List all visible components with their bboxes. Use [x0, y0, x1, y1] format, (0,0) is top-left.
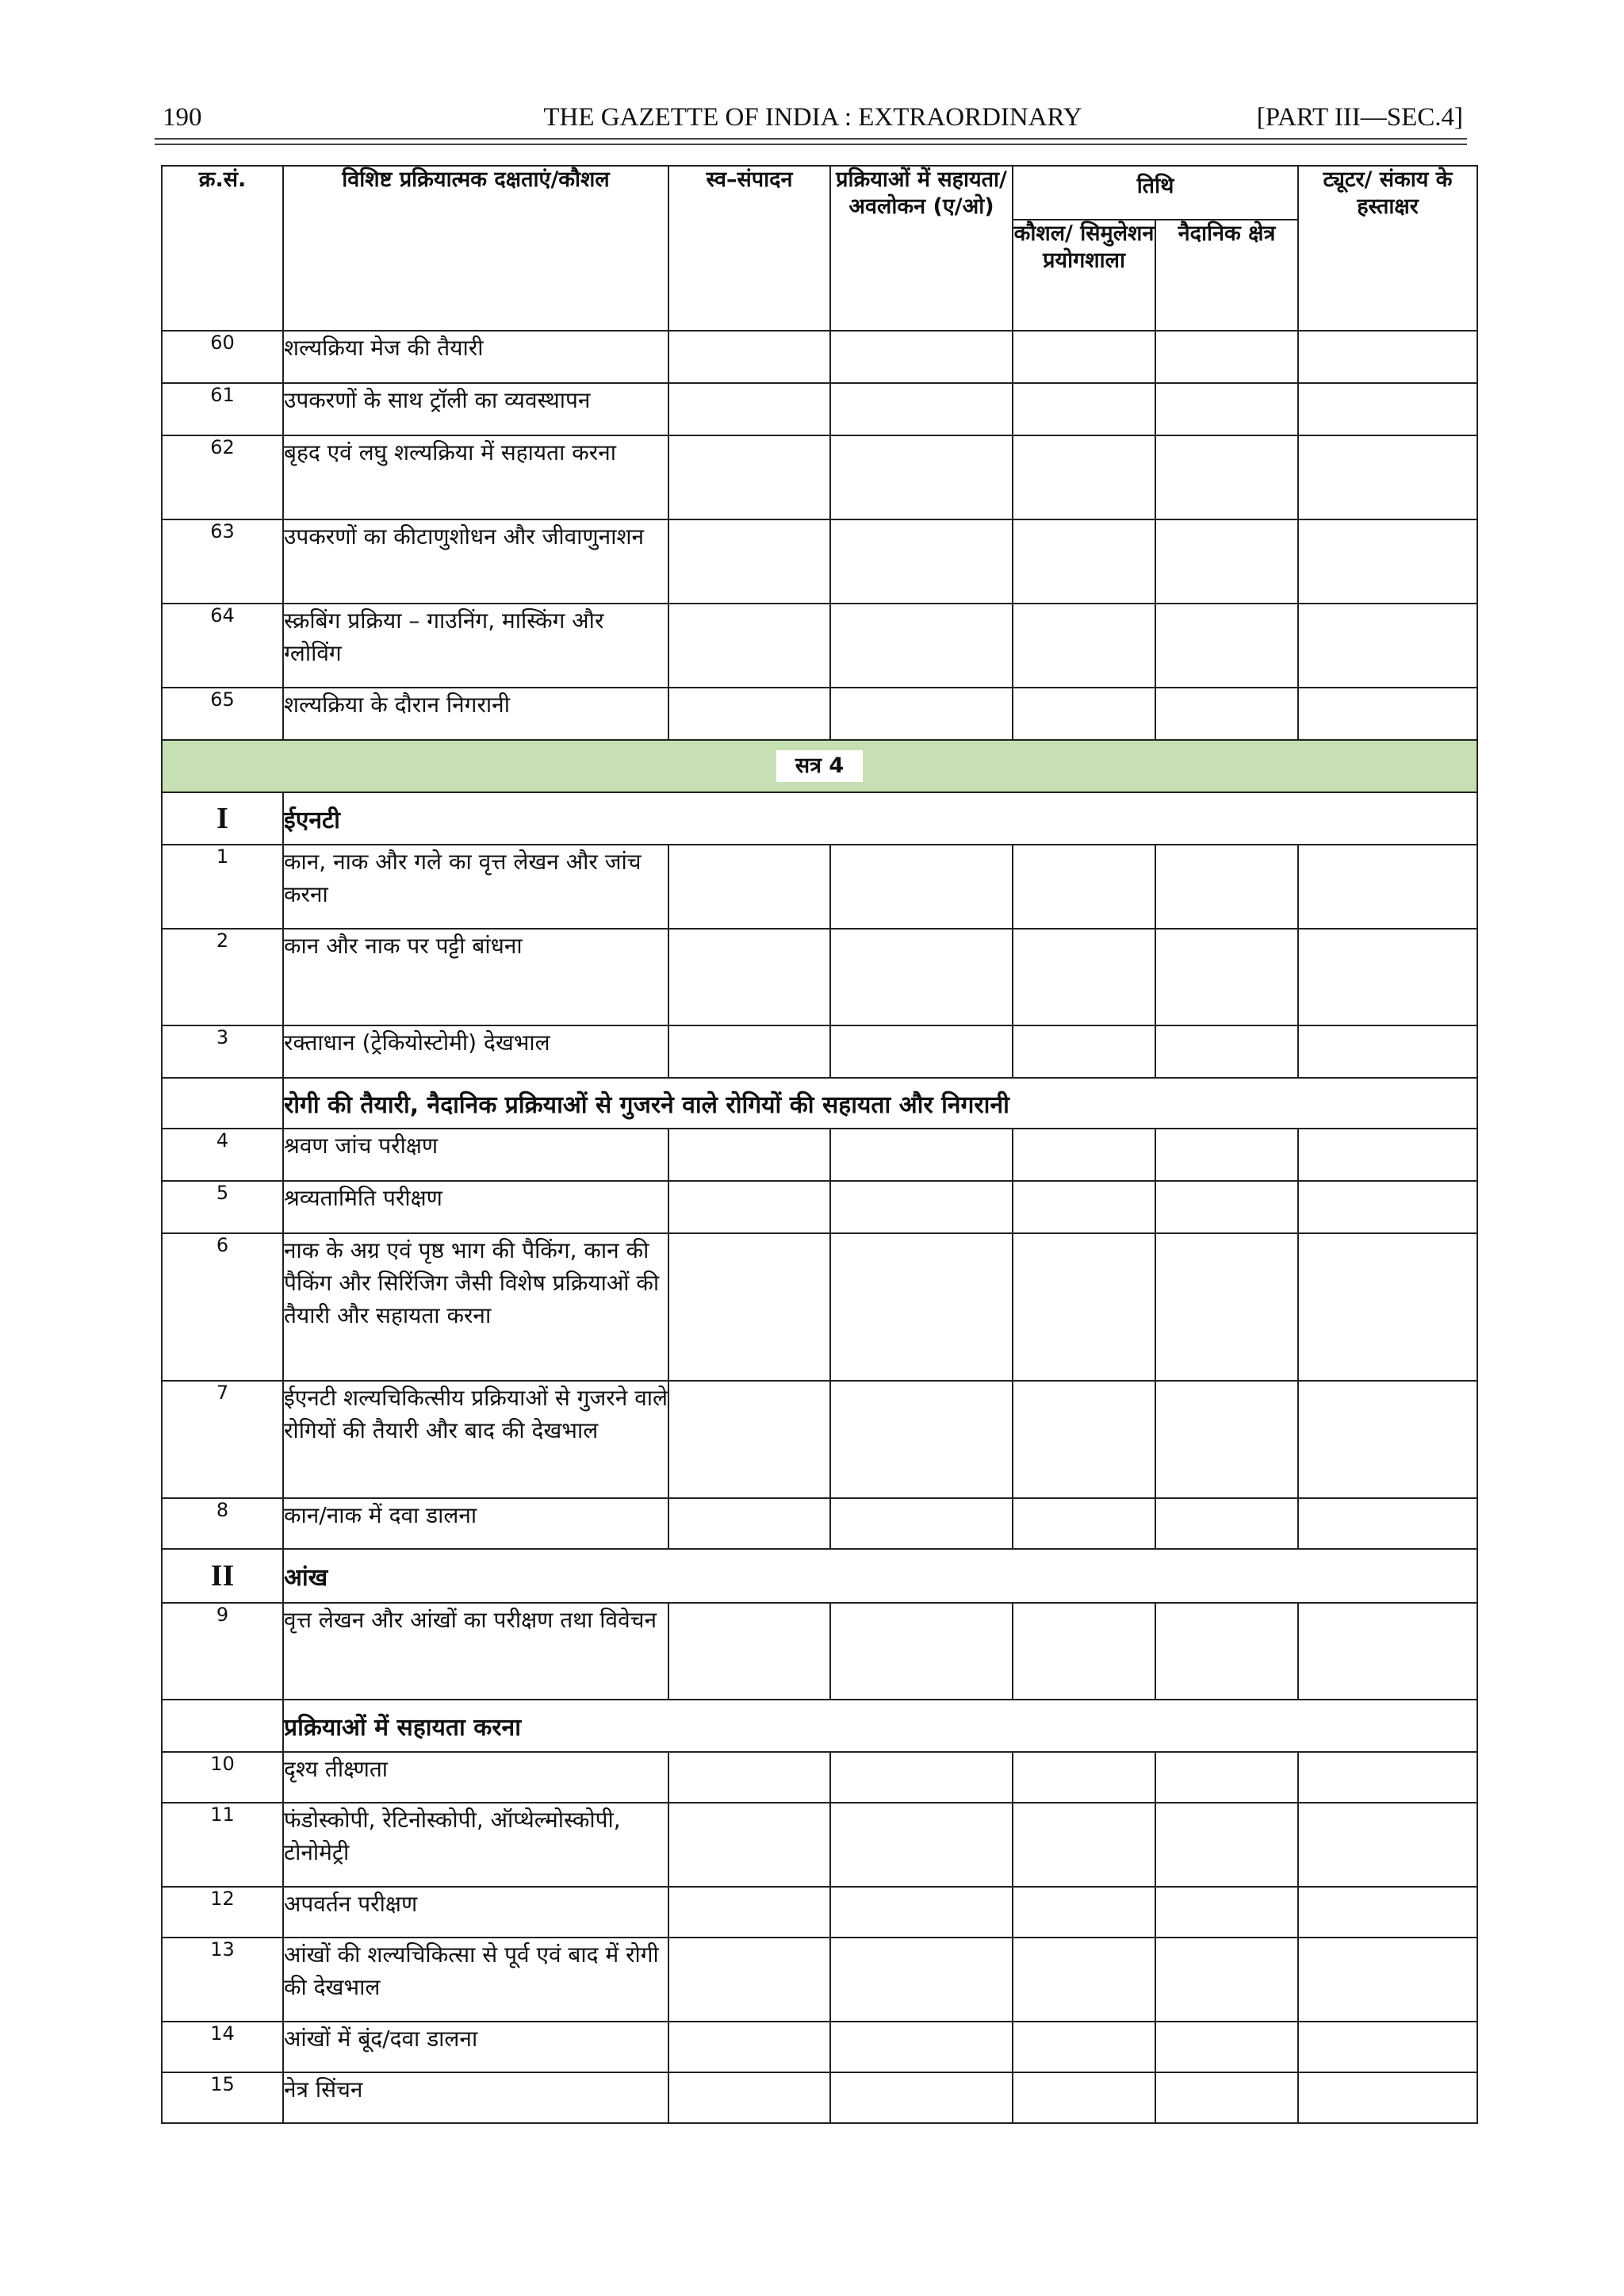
cell-self — [668, 1025, 830, 1078]
cell-assist — [830, 1025, 1013, 1078]
cell-assist — [830, 383, 1013, 435]
session-label: सत्र 4 — [776, 750, 863, 782]
table-row — [162, 1233, 1477, 1381]
cell-date-clinical — [1155, 1603, 1298, 1700]
cell-assist — [830, 1938, 1013, 2022]
cell-date-lab — [1013, 2022, 1155, 2072]
table-row — [162, 2072, 1477, 2123]
header-date-clinical: नैदानिक क्षेत्र — [1155, 220, 1298, 331]
cell-signature — [1298, 604, 1477, 688]
header-serial: क्र.सं. — [162, 166, 283, 331]
row-skill: फंडोस्कोपी, रेटिनोस्कोपी, ऑप्थेल्मोस्कोपी, टोनोमेट्री — [283, 1803, 668, 1887]
cell-signature — [1298, 845, 1477, 929]
table-row — [162, 1381, 1477, 1498]
cell-signature — [1298, 1803, 1477, 1887]
table-row — [162, 331, 1477, 383]
header-assist: प्रक्रियाओं में सहायता/ अवलोकन (ए/ओ) — [830, 166, 1013, 331]
cell-date-lab — [1013, 1603, 1155, 1700]
row-skill: अपवर्तन परीक्षण — [283, 1887, 668, 1938]
cell-assist — [830, 2022, 1013, 2072]
cell-date-clinical — [1155, 845, 1298, 929]
row-number: 4 — [162, 1129, 283, 1181]
cell-assist — [830, 1181, 1013, 1233]
cell-signature — [1298, 2022, 1477, 2072]
subheading-row — [162, 1078, 1477, 1129]
cell-date-clinical — [1155, 1752, 1298, 1803]
row-skill: श्रवण जांच परीक्षण — [283, 1129, 668, 1181]
table-row — [162, 1181, 1477, 1233]
table-row — [162, 1498, 1477, 1549]
cell-signature — [1298, 1498, 1477, 1549]
cell-date-lab — [1013, 604, 1155, 688]
cell-assist — [830, 688, 1013, 740]
cell-signature — [1298, 383, 1477, 435]
cell-self — [668, 331, 830, 383]
cell-date-lab — [1013, 435, 1155, 519]
cell-self — [668, 1381, 830, 1498]
cell-assist — [830, 1233, 1013, 1381]
cell-date-lab — [1013, 688, 1155, 740]
row-number: 8 — [162, 1498, 283, 1549]
cell-date-clinical — [1155, 1938, 1298, 2022]
row-skill: कान/नाक में दवा डालना — [283, 1498, 668, 1549]
cell-date-lab — [1013, 1129, 1155, 1181]
header-date-lab: कौशल/ सिमुलेशन प्रयोगशाला — [1013, 220, 1155, 331]
cell-self — [668, 2072, 830, 2123]
row-skill: कान, नाक और गले का वृत्त लेखन और जांच करना — [283, 845, 668, 929]
cell-signature — [1298, 1129, 1477, 1181]
cell-signature — [1298, 1887, 1477, 1938]
cell-self — [668, 1752, 830, 1803]
subheading-title: प्रक्रियाओं में सहायता करना — [283, 1700, 1477, 1752]
cell-date-lab — [1013, 929, 1155, 1025]
cell-date-clinical — [1155, 519, 1298, 604]
table-row — [162, 604, 1477, 688]
row-skill: ईएनटी शल्यचिकित्सीय प्रक्रियाओं से गुजरने वाले रोगियों की तैयारी और बाद की देखभाल — [283, 1381, 668, 1498]
row-skill: शल्यक्रिया के दौरान निगरानी — [283, 688, 668, 740]
cell-date-lab — [1013, 1803, 1155, 1887]
table-row — [162, 688, 1477, 740]
section-numeral: II — [162, 1549, 283, 1603]
row-number: 62 — [162, 435, 283, 519]
row-skill: श्रव्यतामिति परीक्षण — [283, 1181, 668, 1233]
cell-signature — [1298, 929, 1477, 1025]
section-row — [162, 792, 1477, 845]
row-skill: नाक के अग्र एवं पृष्ठ भाग की पैकिंग, कान की पैकिंग और सिरिंजिग जैसी विशेष प्रक्रियाओं की तैयारी और सहायता करना — [283, 1233, 668, 1381]
cell-self — [668, 1603, 830, 1700]
cell-assist — [830, 604, 1013, 688]
cell-assist — [830, 1381, 1013, 1498]
subheading-title: रोगी की तैयारी, नैदानिक प्रक्रियाओं से गुजरने वाले रोगियों की सहायता और निगरानी — [283, 1078, 1477, 1129]
gazette-title: THE GAZETTE OF INDIA : EXTRAORDINARY — [543, 103, 1082, 132]
cell-assist — [830, 1887, 1013, 1938]
cell-date-clinical — [1155, 604, 1298, 688]
table-row — [162, 1887, 1477, 1938]
table-row — [162, 929, 1477, 1025]
cell-assist — [830, 1603, 1013, 1700]
cell-date-lab — [1013, 383, 1155, 435]
row-number: 15 — [162, 2072, 283, 2123]
table-header — [162, 166, 1477, 331]
section-numeral: I — [162, 792, 283, 845]
row-number: 60 — [162, 331, 283, 383]
cell-assist — [830, 1498, 1013, 1549]
cell-self — [668, 383, 830, 435]
row-number: 65 — [162, 688, 283, 740]
cell-date-lab — [1013, 2072, 1155, 2123]
cell-signature — [1298, 519, 1477, 604]
row-number: 10 — [162, 1752, 283, 1803]
cell-assist — [830, 845, 1013, 929]
cell-assist — [830, 519, 1013, 604]
cell-self — [668, 435, 830, 519]
table-row — [162, 1603, 1477, 1700]
cell-signature — [1298, 2072, 1477, 2123]
row-skill: उपकरणों के साथ ट्रॉली का व्यवस्थापन — [283, 383, 668, 435]
row-skill: स्क्रबिंग प्रक्रिया – गाउनिंग, मास्किंग और ग्लोविंग — [283, 604, 668, 688]
cell-signature — [1298, 331, 1477, 383]
section-title: ईएनटी — [283, 792, 1477, 845]
page-header — [163, 97, 1463, 136]
cell-self — [668, 688, 830, 740]
table-row — [162, 1129, 1477, 1181]
table-row — [162, 1025, 1477, 1078]
cell-assist — [830, 435, 1013, 519]
row-skill: नेत्र सिंचन — [283, 2072, 668, 2123]
row-number: 2 — [162, 929, 283, 1025]
cell-date-clinical — [1155, 1233, 1298, 1381]
cell-assist — [830, 929, 1013, 1025]
cell-signature — [1298, 1938, 1477, 2022]
cell-date-clinical — [1155, 1381, 1298, 1498]
cell-date-lab — [1013, 1887, 1155, 1938]
row-skill: आंखों में बूंद/दवा डालना — [283, 2022, 668, 2072]
row-number: 5 — [162, 1181, 283, 1233]
row-number: 64 — [162, 604, 283, 688]
page-number: 190 — [163, 103, 202, 132]
row-skill: दृश्य तीक्ष्णता — [283, 1752, 668, 1803]
row-number: 6 — [162, 1233, 283, 1381]
cell-date-clinical — [1155, 383, 1298, 435]
subheading-blank — [162, 1078, 283, 1129]
row-skill: शल्यक्रिया मेज की तैयारी — [283, 331, 668, 383]
table-row — [162, 435, 1477, 519]
cell-self — [668, 1887, 830, 1938]
row-number: 9 — [162, 1603, 283, 1700]
cell-date-clinical — [1155, 929, 1298, 1025]
header-rule — [155, 144, 1467, 145]
cell-signature — [1298, 688, 1477, 740]
cell-date-clinical — [1155, 2022, 1298, 2072]
session-banner — [162, 740, 1477, 792]
table-row — [162, 1938, 1477, 2022]
part-section: [PART III—SEC.4] — [1256, 103, 1463, 132]
cell-date-lab — [1013, 1181, 1155, 1233]
row-skill: उपकरणों का कीटाणुशोधन और जीवाणुनाशन — [283, 519, 668, 604]
cell-date-lab — [1013, 1025, 1155, 1078]
cell-assist — [830, 1752, 1013, 1803]
row-skill: वृत्त लेखन और आंखों का परीक्षण तथा विवेचन — [283, 1603, 668, 1700]
table-row — [162, 2022, 1477, 2072]
cell-self — [668, 845, 830, 929]
header-date: तिथि — [1013, 166, 1298, 220]
header-signature: ट्यूटर/ संकाय के हस्ताक्षर — [1298, 166, 1477, 331]
cell-signature — [1298, 1233, 1477, 1381]
cell-date-clinical — [1155, 2072, 1298, 2123]
cell-date-clinical — [1155, 435, 1298, 519]
cell-signature — [1298, 1752, 1477, 1803]
cell-date-lab — [1013, 1752, 1155, 1803]
row-number: 1 — [162, 845, 283, 929]
row-number: 3 — [162, 1025, 283, 1078]
table-row — [162, 1752, 1477, 1803]
cell-signature — [1298, 1025, 1477, 1078]
header-self: स्व–संपादन — [668, 166, 830, 331]
cell-self — [668, 604, 830, 688]
row-skill: बृहद एवं लघु शल्यक्रिया में सहायता करना — [283, 435, 668, 519]
cell-date-lab — [1013, 1938, 1155, 2022]
cell-date-lab — [1013, 331, 1155, 383]
skills-table — [161, 165, 1478, 2124]
row-skill: कान और नाक पर पट्टी बांधना — [283, 929, 668, 1025]
cell-self — [668, 519, 830, 604]
table-row — [162, 1803, 1477, 1887]
cell-date-lab — [1013, 1498, 1155, 1549]
row-number: 12 — [162, 1887, 283, 1938]
cell-date-clinical — [1155, 331, 1298, 383]
cell-signature — [1298, 435, 1477, 519]
cell-assist — [830, 1803, 1013, 1887]
row-number: 61 — [162, 383, 283, 435]
cell-self — [668, 2022, 830, 2072]
row-number: 13 — [162, 1938, 283, 2022]
cell-self — [668, 1498, 830, 1549]
session-row — [162, 740, 1477, 792]
subheading-blank — [162, 1700, 283, 1752]
cell-date-lab — [1013, 519, 1155, 604]
row-number: 11 — [162, 1803, 283, 1887]
row-skill: आंखों की शल्यचिकित्सा से पूर्व एवं बाद में रोगी की देखभाल — [283, 1938, 668, 2022]
cell-self — [668, 1803, 830, 1887]
cell-date-clinical — [1155, 1181, 1298, 1233]
cell-self — [668, 1129, 830, 1181]
header-skill: विशिष्ट प्रक्रियात्मक दक्षताएं/कौशल — [283, 166, 668, 331]
cell-date-clinical — [1155, 1887, 1298, 1938]
row-skill: रक्ताधान (ट्रेकियोस्टोमी) देखभाल — [283, 1025, 668, 1078]
cell-self — [668, 929, 830, 1025]
cell-assist — [830, 331, 1013, 383]
cell-signature — [1298, 1181, 1477, 1233]
header-rule — [155, 138, 1467, 140]
cell-date-lab — [1013, 845, 1155, 929]
table-row — [162, 383, 1477, 435]
cell-assist — [830, 1129, 1013, 1181]
cell-signature — [1298, 1381, 1477, 1498]
cell-date-clinical — [1155, 1498, 1298, 1549]
row-number: 63 — [162, 519, 283, 604]
cell-date-lab — [1013, 1381, 1155, 1498]
cell-signature — [1298, 1603, 1477, 1700]
table-row — [162, 519, 1477, 604]
section-row — [162, 1549, 1477, 1603]
section-title: आंख — [283, 1549, 1477, 1603]
table-row — [162, 845, 1477, 929]
cell-date-clinical — [1155, 1025, 1298, 1078]
cell-date-clinical — [1155, 1129, 1298, 1181]
cell-date-clinical — [1155, 688, 1298, 740]
cell-self — [668, 1181, 830, 1233]
cell-self — [668, 1233, 830, 1381]
cell-assist — [830, 2072, 1013, 2123]
row-number: 7 — [162, 1381, 283, 1498]
row-number: 14 — [162, 2022, 283, 2072]
cell-date-lab — [1013, 1233, 1155, 1381]
cell-date-clinical — [1155, 1803, 1298, 1887]
cell-self — [668, 1938, 830, 2022]
subheading-row — [162, 1700, 1477, 1752]
